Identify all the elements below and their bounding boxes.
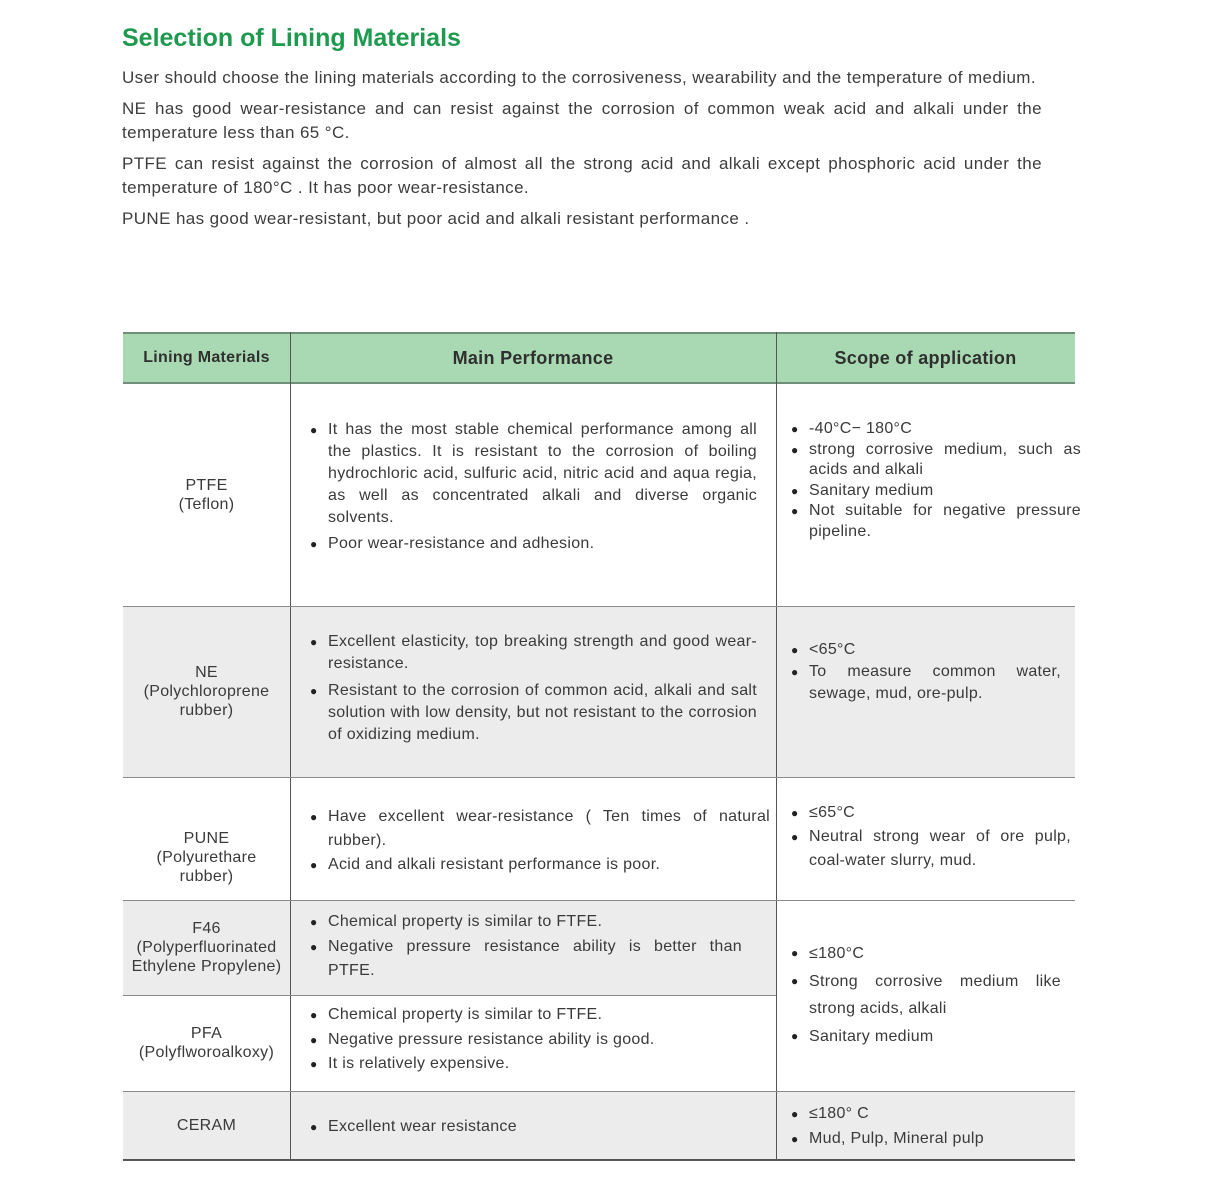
performance-item: ● Excellent wear resistance — [310, 1116, 757, 1138]
scope-item: ● ≤180°C — [791, 940, 1061, 968]
column-divider — [776, 332, 777, 1160]
performance-item: ● Poor wear-resistance and adhesion. — [310, 533, 757, 555]
material-name-line: (Polychloroprene — [143, 683, 270, 700]
scope-item: ● Not suitable for negative pressure pipeline. — [791, 501, 1081, 542]
scope-item: ● Mud, Pulp, Mineral pulp — [791, 1127, 1061, 1152]
performance-ne — [310, 631, 757, 746]
material-name-pfa — [123, 995, 290, 1091]
intro-paragraph: User should choose the lining materials according to the corrosiveness, wearability and the temperature of medium. — [122, 68, 1036, 87]
scope-ptfe — [791, 419, 1081, 542]
row-divider — [123, 777, 1075, 778]
performance-item: ● Chemical property is similar to FTFE. — [310, 1003, 757, 1028]
material-name-f46 — [119, 900, 294, 995]
table-bottom-border — [123, 1159, 1075, 1161]
scope-item: ● Strong corrosive medium like strong acids, alkali — [791, 968, 1061, 1023]
material-name-line: CERAM — [176, 1117, 237, 1134]
scope-item: ● ≤65°C — [791, 801, 1071, 825]
material-name-line: rubber) — [179, 702, 234, 719]
material-name-line: F46 — [192, 920, 221, 937]
scope-item: ● To measure common water, sewage, mud, ore-pulp. — [791, 661, 1061, 705]
material-name-line: PFA — [190, 1025, 223, 1042]
header-lining-materials: Lining Materials — [123, 332, 290, 384]
material-name-line: (Polyperfluorinated — [136, 939, 277, 956]
scope-pune — [791, 801, 1071, 873]
performance-ptfe — [310, 419, 757, 555]
material-name-ne — [123, 606, 290, 777]
performance-f46 — [310, 910, 742, 984]
scope-ne — [791, 639, 1061, 705]
scope-item: ● strong corrosive medium, such as acids and alkali — [791, 440, 1081, 481]
performance-ceram — [310, 1116, 757, 1138]
intro-paragraph: PTFE can resist against the corrosion of almost all the strong acid and alkali except phosphoric acid under the temperature of 180°C . It has poor wear-resistance. — [122, 153, 1042, 197]
performance-pfa — [310, 1003, 757, 1077]
material-name-line: rubber) — [179, 868, 234, 885]
material-name-line: NE — [195, 664, 218, 681]
lining-materials-table — [123, 332, 1081, 1161]
performance-pune — [310, 805, 770, 877]
intro-paragraph: NE has good wear-resistance and can resist against the corrosion of common weak acid and alkali under the temperature less than 65 °C. — [122, 98, 1042, 142]
performance-item: ● Have excellent wear-resistance ( Ten times of natural rubber). — [310, 805, 770, 853]
column-divider — [290, 332, 291, 1160]
material-name-line: (Polyurethare — [156, 849, 257, 866]
performance-item: ● Excellent elasticity, top breaking strength and good wear-resistance. — [310, 631, 757, 675]
scope-f46-pfa — [791, 940, 1061, 1050]
performance-item: ● Negative pressure resistance ability is good. — [310, 1028, 757, 1053]
row-divider — [123, 900, 1075, 901]
performance-item: ● Resistant to the corrosion of common acid, alkali and salt solution with low density, but not resistant to the corrosion of oxidizing medium. — [310, 680, 757, 746]
performance-item: ● Negative pressure resistance ability is better than PTFE. — [310, 935, 742, 984]
scope-ceram — [791, 1102, 1061, 1151]
material-name-line: (Polyflworoalkoxy) — [138, 1044, 275, 1061]
header-main-performance: Main Performance — [290, 332, 776, 384]
intro-paragraph: PUNE has good wear-resistant, but poor acid and alkali resistant performance . — [122, 208, 750, 228]
page-title: Selection of Lining Materials — [122, 24, 461, 52]
scope-item: ● Neutral strong wear of ore pulp, coal-water slurry, mud. — [791, 825, 1071, 873]
scope-item: ● -40°C− 180°C — [791, 419, 1081, 440]
material-name-line: Ethylene Propylene) — [131, 958, 282, 975]
scope-item: ● ≤180° C — [791, 1102, 1061, 1127]
material-name-line: (Teflon) — [178, 496, 235, 513]
material-name-line: PTFE — [185, 477, 228, 494]
row-divider — [123, 1091, 1075, 1092]
material-name-ptfe — [123, 384, 290, 606]
scope-item: ● Sanitary medium — [791, 481, 1081, 502]
row-divider — [123, 606, 1075, 607]
intro-text — [122, 66, 1042, 237]
performance-item: ● Chemical property is similar to FTFE. — [310, 910, 742, 935]
scope-item: ● <65°C — [791, 639, 1061, 661]
header-scope-of-application: Scope of application — [776, 332, 1075, 384]
performance-item: ● Acid and alkali resistant performance is poor. — [310, 853, 770, 877]
material-name-pune — [123, 777, 290, 900]
performance-item: ● It has the most stable chemical performance among all the plastics. It is resistant to the corrosion of boiling hydrochloric acid, sulfuric acid, nitric acid and aqua regia, as well as concentrated alkali and diverse organic solvents. — [310, 419, 757, 529]
row-divider — [123, 995, 776, 996]
material-name-line: PUNE — [183, 830, 230, 847]
performance-item: ● It is relatively expensive. — [310, 1052, 757, 1077]
material-name-ceram — [123, 1091, 290, 1160]
scope-item: ● Sanitary medium — [791, 1023, 1061, 1051]
